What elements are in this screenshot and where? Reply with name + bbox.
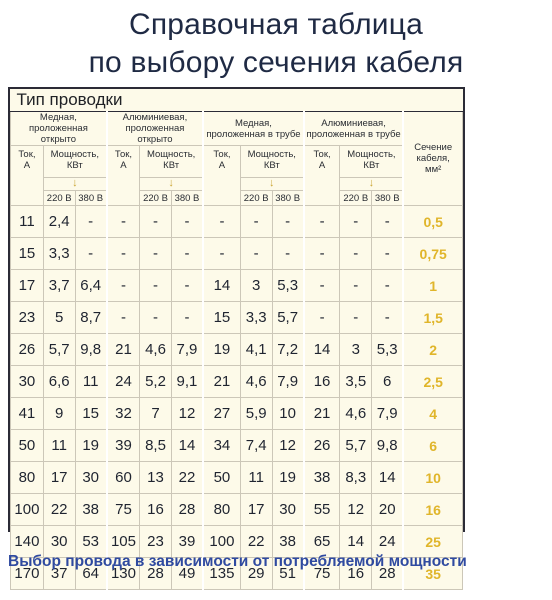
power-cell: 28 bbox=[171, 494, 203, 526]
current-cell: 80 bbox=[203, 494, 240, 526]
table-row bbox=[11, 462, 463, 494]
power-cell: 7 bbox=[140, 398, 172, 430]
current-cell: 21 bbox=[304, 398, 340, 430]
power-cell: - bbox=[240, 238, 272, 270]
section-value: 35 bbox=[403, 558, 462, 590]
current-cell: - bbox=[107, 302, 140, 334]
voltage-380-header: 380 В bbox=[272, 191, 304, 206]
current-cell: 21 bbox=[107, 334, 140, 366]
power-cell: 20 bbox=[372, 494, 404, 526]
power-cell: 14 bbox=[372, 462, 404, 494]
group-header-line-1: Алюминиевая, bbox=[321, 117, 386, 129]
current-label-line-2: А bbox=[120, 160, 127, 171]
power-cell: - bbox=[171, 238, 203, 270]
title-line-1: Справочная таблица bbox=[128, 8, 424, 41]
power-cell: 3,5 bbox=[340, 366, 372, 398]
power-cell: 8,7 bbox=[75, 302, 107, 334]
power-cell: 5,7 bbox=[340, 430, 372, 462]
caption: Выбор провода в зависимости от потребляемой мощности bbox=[8, 553, 467, 570]
voltage-380-header: 380 В bbox=[372, 191, 404, 206]
section-header-line-1: Сечение bbox=[414, 142, 453, 153]
current-cell: 50 bbox=[11, 430, 44, 462]
power-cell: 11 bbox=[75, 366, 107, 398]
power-cell: - bbox=[340, 206, 372, 238]
current-cell: - bbox=[203, 238, 240, 270]
power-cell: 51 bbox=[272, 558, 304, 590]
current-label-line-1: Ток, bbox=[18, 149, 36, 160]
power-cell: - bbox=[372, 238, 404, 270]
current-label-line-1: Ток, bbox=[213, 149, 231, 160]
power-cell: 30 bbox=[75, 462, 107, 494]
power-cell: - bbox=[272, 238, 304, 270]
power-cell: 53 bbox=[75, 526, 107, 558]
current-cell: 16 bbox=[304, 366, 340, 398]
current-column-header bbox=[304, 146, 340, 206]
power-cell: 37 bbox=[43, 558, 75, 590]
current-cell: - bbox=[304, 270, 340, 302]
section-header-line-3: мм² bbox=[425, 164, 442, 175]
current-label-line-2: А bbox=[23, 160, 31, 171]
current-cell: 75 bbox=[107, 494, 140, 526]
power-cell: 12 bbox=[272, 430, 304, 462]
current-cell: 27 bbox=[203, 398, 240, 430]
section-value: 2,5 bbox=[403, 366, 462, 398]
power-cell: 4,1 bbox=[240, 334, 272, 366]
power-cell: 22 bbox=[240, 526, 272, 558]
power-label-line-2: КВт bbox=[66, 160, 83, 171]
power-cell: 2,4 bbox=[43, 206, 75, 238]
arrow-icon: ↓ bbox=[340, 178, 403, 191]
power-cell: 3,3 bbox=[43, 238, 75, 270]
group-header-line-1: Медная, bbox=[234, 117, 272, 129]
current-cell: 38 bbox=[304, 462, 340, 494]
section-value: 2 bbox=[403, 334, 462, 366]
current-cell: 75 bbox=[304, 558, 340, 590]
arrow-icon: ↓ bbox=[140, 178, 203, 191]
voltage-220-header: 220 В bbox=[340, 191, 372, 206]
power-cell: 30 bbox=[43, 526, 75, 558]
wiring-type-header: Тип проводки bbox=[11, 89, 463, 112]
voltage-220-header: 220 В bbox=[240, 191, 272, 206]
current-cell: 17 bbox=[11, 270, 44, 302]
power-cell: 5,3 bbox=[372, 334, 404, 366]
group-header-line-2: проложенная открыто bbox=[125, 123, 185, 145]
power-cell: 28 bbox=[372, 558, 404, 590]
power-cell: 5,7 bbox=[43, 334, 75, 366]
table-row bbox=[11, 270, 463, 302]
power-cell: 9 bbox=[43, 398, 75, 430]
current-cell: 15 bbox=[11, 238, 44, 270]
power-cell: - bbox=[75, 238, 107, 270]
current-cell: 135 bbox=[203, 558, 240, 590]
power-cell: 5,7 bbox=[272, 302, 304, 334]
power-cell: - bbox=[340, 302, 372, 334]
power-cell: 6,6 bbox=[43, 366, 75, 398]
power-cell: 4,6 bbox=[240, 366, 272, 398]
current-cell: 39 bbox=[107, 430, 140, 462]
section-value: 0,5 bbox=[403, 206, 462, 238]
voltage-380-header: 380 В bbox=[171, 191, 203, 206]
current-cell: 19 bbox=[203, 334, 240, 366]
power-cell: 4,6 bbox=[340, 398, 372, 430]
power-cell: 7,9 bbox=[272, 366, 304, 398]
title-line-2: по выбору сечения кабеля bbox=[88, 46, 464, 79]
power-cell: 22 bbox=[43, 494, 75, 526]
current-cell: 34 bbox=[203, 430, 240, 462]
current-cell: 30 bbox=[11, 366, 44, 398]
current-cell: 15 bbox=[203, 302, 240, 334]
power-cell: 3 bbox=[240, 270, 272, 302]
power-cell: 11 bbox=[240, 462, 272, 494]
current-label-line-2: А bbox=[318, 160, 326, 171]
power-cell: - bbox=[171, 206, 203, 238]
current-cell: 80 bbox=[11, 462, 44, 494]
table-row bbox=[11, 430, 463, 462]
power-cell: 3 bbox=[340, 334, 372, 366]
power-cell: 16 bbox=[140, 494, 172, 526]
power-cell: 7,9 bbox=[171, 334, 203, 366]
power-column-header bbox=[140, 146, 203, 178]
section-value: 1,5 bbox=[403, 302, 462, 334]
power-cell: 6 bbox=[372, 366, 404, 398]
current-cell: 60 bbox=[107, 462, 140, 494]
power-cell: 5 bbox=[43, 302, 75, 334]
current-cell: - bbox=[304, 302, 340, 334]
group-header-line-2: проложенная в трубе bbox=[306, 128, 401, 140]
current-cell: 170 bbox=[11, 558, 44, 590]
power-cell: 14 bbox=[340, 526, 372, 558]
power-cell: 7,4 bbox=[240, 430, 272, 462]
page-title bbox=[0, 6, 552, 82]
section-value: 25 bbox=[403, 526, 462, 558]
table-row bbox=[11, 494, 463, 526]
power-label-line-2: КВт bbox=[163, 160, 180, 171]
current-cell: 26 bbox=[11, 334, 44, 366]
power-cell: 5,3 bbox=[272, 270, 304, 302]
current-cell: 100 bbox=[11, 494, 44, 526]
current-cell: - bbox=[304, 238, 340, 270]
power-cell: 5,2 bbox=[140, 366, 172, 398]
power-cell: - bbox=[75, 206, 107, 238]
current-cell: 14 bbox=[304, 334, 340, 366]
table-row bbox=[11, 366, 463, 398]
power-cell: - bbox=[240, 206, 272, 238]
current-cell: - bbox=[107, 238, 140, 270]
current-cell: 65 bbox=[304, 526, 340, 558]
current-cell: - bbox=[304, 206, 340, 238]
power-cell: 3,7 bbox=[43, 270, 75, 302]
current-cell: 26 bbox=[304, 430, 340, 462]
current-cell: 140 bbox=[11, 526, 44, 558]
power-column-header bbox=[340, 146, 403, 178]
section-value: 0,75 bbox=[403, 238, 462, 270]
current-column-header bbox=[11, 146, 44, 206]
table-row bbox=[11, 206, 463, 238]
power-cell: 11 bbox=[43, 430, 75, 462]
current-label-line-1: Ток, bbox=[114, 149, 133, 160]
group-header bbox=[203, 112, 304, 146]
power-cell: 22 bbox=[171, 462, 203, 494]
table-row bbox=[11, 302, 463, 334]
table-row bbox=[11, 238, 463, 270]
power-cell: - bbox=[340, 238, 372, 270]
power-cell: 7,2 bbox=[272, 334, 304, 366]
group-header bbox=[11, 112, 107, 146]
power-label-line-1: Мощность, bbox=[347, 149, 396, 160]
power-cell: - bbox=[140, 206, 172, 238]
power-cell: 9,8 bbox=[372, 430, 404, 462]
power-cell: - bbox=[171, 270, 203, 302]
power-label-line-2: КВт bbox=[263, 160, 280, 171]
current-label-line-2: А bbox=[218, 160, 226, 171]
power-cell: 13 bbox=[140, 462, 172, 494]
voltage-220-header: 220 В bbox=[43, 191, 75, 206]
power-cell: 17 bbox=[43, 462, 75, 494]
group-header-line-2: проложенная открыто bbox=[28, 123, 88, 145]
power-cell: 16 bbox=[340, 558, 372, 590]
section-value: 6 bbox=[403, 430, 462, 462]
power-cell: 4,6 bbox=[140, 334, 172, 366]
group-header-line-1: Алюминиевая, bbox=[122, 112, 188, 123]
voltage-220-header: 220 В bbox=[140, 191, 172, 206]
power-cell: - bbox=[372, 302, 404, 334]
current-cell: 50 bbox=[203, 462, 240, 494]
power-cell: 14 bbox=[171, 430, 203, 462]
current-cell: 41 bbox=[11, 398, 44, 430]
power-cell: 3,3 bbox=[240, 302, 272, 334]
current-cell: 100 bbox=[203, 526, 240, 558]
power-cell: 38 bbox=[272, 526, 304, 558]
power-cell: 64 bbox=[75, 558, 107, 590]
power-column-header bbox=[43, 146, 106, 178]
power-label-line-1: Мощность, bbox=[247, 149, 296, 160]
power-cell: 30 bbox=[272, 494, 304, 526]
power-cell: 29 bbox=[240, 558, 272, 590]
power-cell: 38 bbox=[75, 494, 107, 526]
power-label-line-1: Мощность, bbox=[50, 149, 99, 160]
arrow-icon: ↓ bbox=[43, 178, 106, 191]
current-column-header bbox=[203, 146, 240, 206]
power-cell: - bbox=[140, 270, 172, 302]
power-cell: - bbox=[171, 302, 203, 334]
voltage-380-header: 380 В bbox=[75, 191, 107, 206]
power-cell: 8,5 bbox=[140, 430, 172, 462]
section-value: 16 bbox=[403, 494, 462, 526]
current-cell: 130 bbox=[107, 558, 140, 590]
power-cell: - bbox=[340, 270, 372, 302]
section-value: 1 bbox=[403, 270, 462, 302]
group-header-line-1: Медная, bbox=[39, 112, 77, 123]
arrow-icon: ↓ bbox=[240, 178, 303, 191]
current-cell: - bbox=[107, 270, 140, 302]
power-cell: - bbox=[272, 206, 304, 238]
power-cell: 19 bbox=[272, 462, 304, 494]
power-cell: 12 bbox=[171, 398, 203, 430]
power-column-header bbox=[240, 146, 303, 178]
power-cell: 12 bbox=[340, 494, 372, 526]
current-cell: 105 bbox=[107, 526, 140, 558]
current-label-line-1: Ток, bbox=[313, 149, 331, 160]
section-value: 10 bbox=[403, 462, 462, 494]
power-label-line-2: КВт bbox=[363, 160, 380, 171]
power-cell: - bbox=[372, 206, 404, 238]
current-cell: 14 bbox=[203, 270, 240, 302]
power-cell: - bbox=[372, 270, 404, 302]
power-cell: - bbox=[140, 302, 172, 334]
group-header bbox=[107, 112, 203, 146]
power-cell: 7,9 bbox=[372, 398, 404, 430]
current-cell: 11 bbox=[11, 206, 44, 238]
current-cell: - bbox=[107, 206, 140, 238]
power-cell: 49 bbox=[171, 558, 203, 590]
current-cell: 32 bbox=[107, 398, 140, 430]
table-row bbox=[11, 398, 463, 430]
power-cell: - bbox=[140, 238, 172, 270]
cable-selection-table bbox=[10, 89, 463, 590]
power-cell: 8,3 bbox=[340, 462, 372, 494]
current-cell: 23 bbox=[11, 302, 44, 334]
power-cell: 17 bbox=[240, 494, 272, 526]
group-header bbox=[304, 112, 404, 146]
section-value: 4 bbox=[403, 398, 462, 430]
power-cell: 9,8 bbox=[75, 334, 107, 366]
current-cell: 24 bbox=[107, 366, 140, 398]
group-header-line-2: проложенная в трубе bbox=[206, 128, 301, 140]
current-cell: 55 bbox=[304, 494, 340, 526]
current-cell: - bbox=[203, 206, 240, 238]
power-cell: 24 bbox=[372, 526, 404, 558]
section-header-line-2: кабеля, bbox=[416, 153, 450, 164]
current-cell: 21 bbox=[203, 366, 240, 398]
power-cell: 19 bbox=[75, 430, 107, 462]
power-cell: 23 bbox=[140, 526, 172, 558]
power-cell: 5,9 bbox=[240, 398, 272, 430]
power-cell: 9,1 bbox=[171, 366, 203, 398]
power-cell: 39 bbox=[171, 526, 203, 558]
table-row bbox=[11, 334, 463, 366]
power-cell: 28 bbox=[140, 558, 172, 590]
section-column-header bbox=[403, 112, 462, 206]
power-cell: 6,4 bbox=[75, 270, 107, 302]
power-cell: 15 bbox=[75, 398, 107, 430]
power-label-line-1: Мощность, bbox=[146, 149, 196, 160]
current-column-header bbox=[107, 146, 140, 206]
power-cell: 10 bbox=[272, 398, 304, 430]
